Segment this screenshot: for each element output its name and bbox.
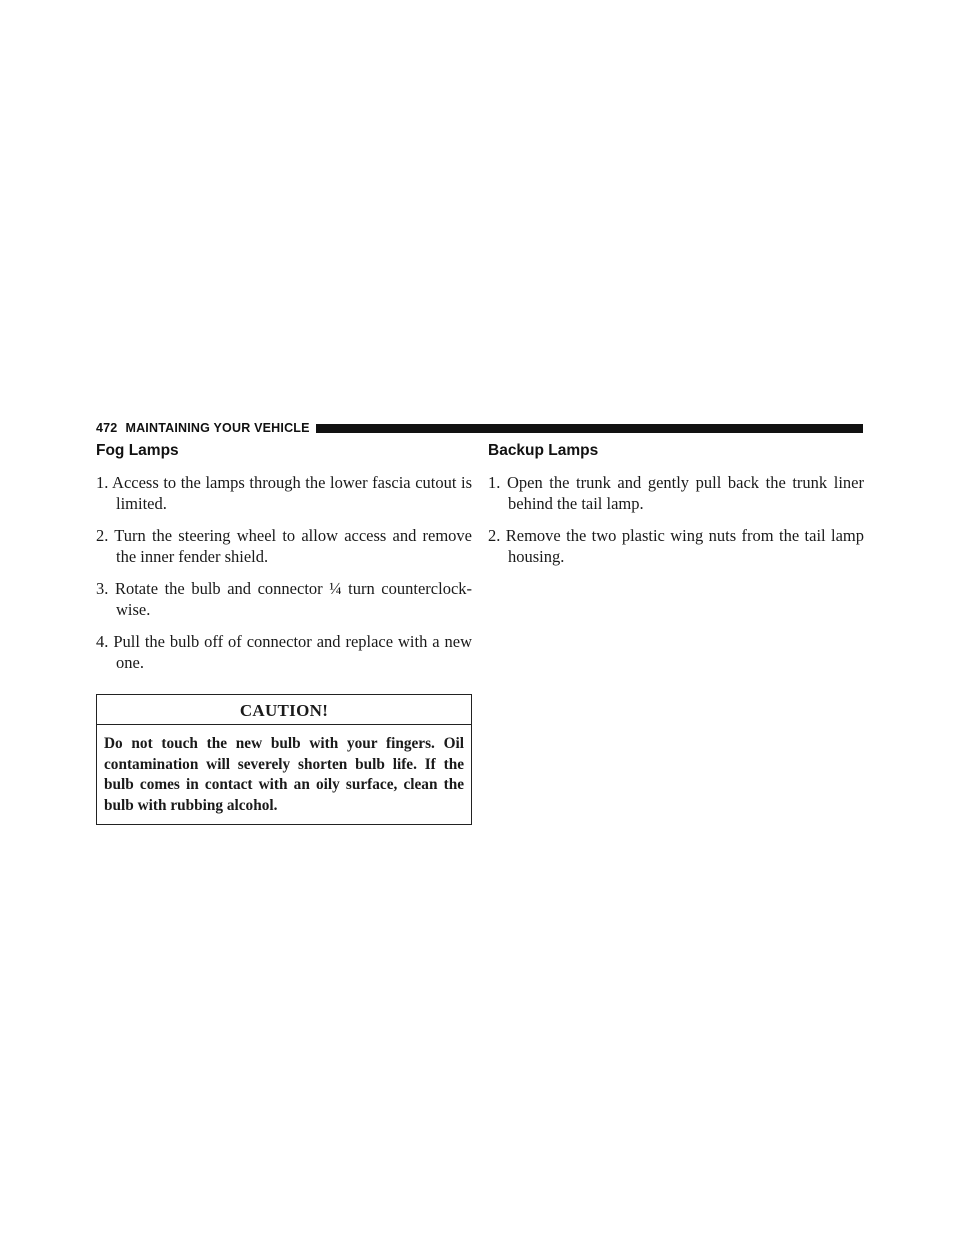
step-number: 2. (488, 526, 501, 545)
step-number: 1. (488, 473, 501, 492)
header-rule (316, 424, 863, 433)
list-item (96, 631, 472, 673)
fog-lamps-steps (96, 472, 472, 673)
step-number: 2. (96, 526, 109, 545)
right-column (488, 440, 864, 578)
list-item (488, 525, 864, 567)
step-text: Open the trunk and gently pull back the trunk liner behind the tail lamp. (506, 473, 864, 513)
left-column (96, 440, 472, 825)
backup-lamps-heading: Backup Lamps (488, 442, 599, 459)
section-title: MAINTAINING YOUR VEHICLE (125, 421, 310, 435)
fog-lamps-heading: Fog Lamps (96, 442, 179, 459)
page-number: 472 (96, 421, 118, 435)
step-number: 4. (96, 632, 109, 651)
step-text: Rotate the bulb and connector ¼ turn counterclock-wise. (114, 579, 473, 619)
caution-box (96, 694, 472, 825)
step-text: Access to the lamps through the lower fascia cutout is limited. (112, 473, 472, 513)
list-item (96, 472, 472, 514)
list-item (488, 472, 864, 514)
list-item (96, 525, 472, 567)
list-item (96, 578, 472, 620)
step-number: 1. (96, 473, 109, 492)
step-text: Turn the steering wheel to allow access and remove the inner fender shield. (114, 526, 473, 566)
caution-title: CAUTION! (97, 695, 471, 725)
page-header (96, 420, 863, 436)
caution-body: Do not touch the new bulb with your fingers. Oil contamination will severely shorten bulb life. If the bulb comes in contact with an oily surface, clean the bulb with rubbing alcohol. (104, 735, 464, 814)
backup-lamps-steps (488, 472, 864, 567)
step-text: Pull the bulb off of connector and replace with a new one. (113, 632, 473, 672)
step-text: Remove the two plastic wing nuts from the tail lamp housing. (505, 526, 864, 566)
step-number: 3. (96, 579, 109, 598)
